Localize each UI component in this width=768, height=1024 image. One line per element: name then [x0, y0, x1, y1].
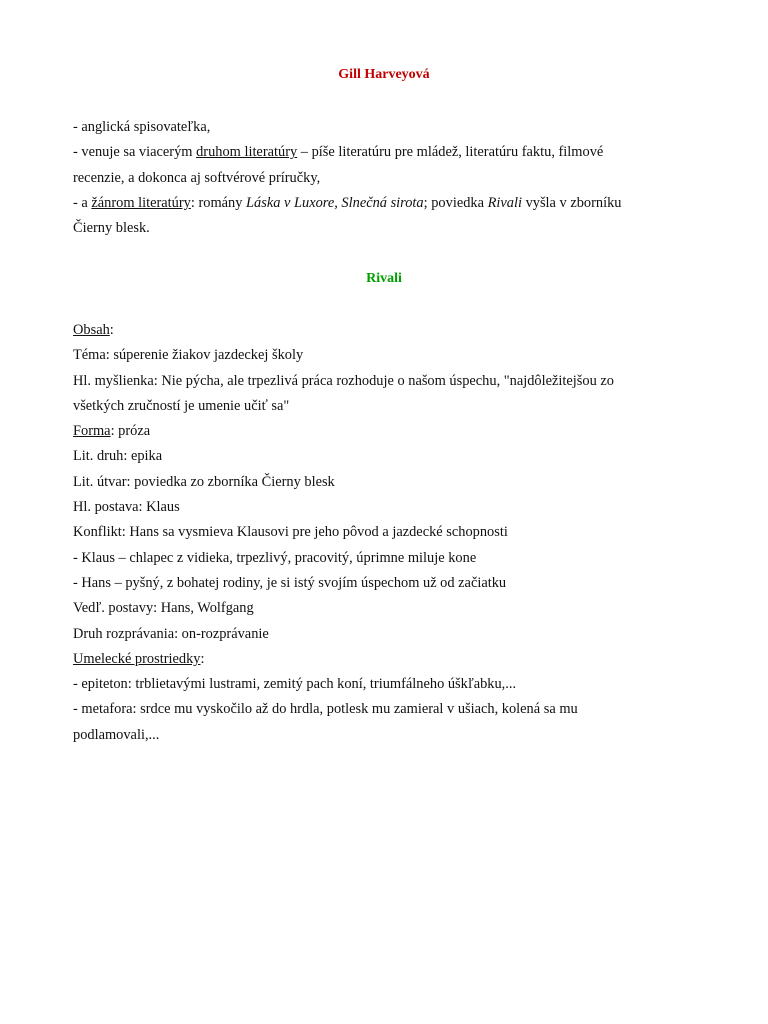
forma-line [73, 419, 693, 444]
klaus-line: - Klaus – chlapec z vidieka, trpezlivý, pracovitý, úprimne miluje kone [73, 549, 477, 566]
forma-value: : próza [110, 423, 151, 440]
literary-genres-underlined: žánrom literatúry [91, 194, 191, 211]
story-title: Rivali [487, 194, 522, 211]
intro-line-2 [73, 140, 693, 165]
main-idea-line-2: všetkých zručností je umenie učiť sa" [73, 397, 290, 414]
intro-line-3: recenzie, a dokonca aj softvérové príručky, [73, 169, 321, 186]
obsah-label: Obsah [73, 322, 110, 338]
lit-utvar-line: Lit. útvar: poviedka zo zborníka Čierny blesk [73, 473, 335, 490]
narration-line: Druh rozprávania: on-rozprávanie [73, 625, 269, 642]
tema-line: Téma: súperenie žiakov jazdeckej školy [73, 347, 304, 364]
intro-line-2-start: - venuje sa viacerým [73, 144, 197, 161]
obsah-colon: : [109, 322, 114, 338]
novel-titles: Láska v Luxore, Slnečná sirota [246, 194, 424, 211]
metaphor-line-2: podlamovali,... [73, 726, 160, 743]
forma-label: Forma [73, 423, 111, 440]
obsah-heading [73, 318, 693, 343]
lit-druh-line: Lit. druh: epika [73, 448, 163, 465]
artistic-devices-colon: : [200, 650, 205, 667]
metaphor-line-1: - metafora: srdce mu vyskočilo až do hrdla, potlesk mu zamieral v ušiach, kolená sa mu [73, 701, 578, 718]
epithet-line: - epiteton: trblietavými lustrami, zemitý pach koní, triumfálneho úškľabku,... [73, 676, 517, 693]
main-idea-line-1: Hl. myšlienka: Nie pýcha, ale trpezlivá práca rozhoduje o našom úspechu, "najdôležitejšou zo [73, 372, 614, 389]
work-details [73, 318, 693, 748]
author-title: Gill Harveyová [338, 67, 430, 82]
intro-line-5: Čierny blesk. [73, 220, 150, 237]
author-intro [73, 115, 693, 241]
work-title: Rivali [366, 271, 402, 286]
side-characters-line: Vedľ. postavy: Hans, Wolfgang [73, 600, 254, 617]
hans-line: - Hans – pyšný, z bohatej rodiny, je si istý svojím úspechom už od začiatku [73, 574, 507, 591]
intro-line-4-novels: : romány [190, 194, 247, 211]
intro-line-2-end: – píše literatúru pre mládež, literatúru faktu, filmové [297, 144, 604, 161]
conflict-line: Konflikt: Hans sa vysmieva Klausovi pre jeho pôvod a jazdecké schopnosti [73, 524, 508, 541]
artistic-devices-label: Umelecké prostriedky [73, 650, 201, 667]
intro-line-4-start: - a [73, 194, 92, 211]
intro-line-4-story: ; poviedka [423, 194, 488, 211]
intro-line-4-end: vyšla v zborníku [521, 194, 622, 211]
artistic-devices-heading [73, 647, 693, 672]
literary-kinds-underlined: druhom literatúry [196, 144, 298, 161]
intro-line-4 [73, 191, 693, 216]
main-character-line: Hl. postava: Klaus [73, 499, 180, 516]
intro-line-1: - anglická spisovateľka, [73, 119, 211, 135]
